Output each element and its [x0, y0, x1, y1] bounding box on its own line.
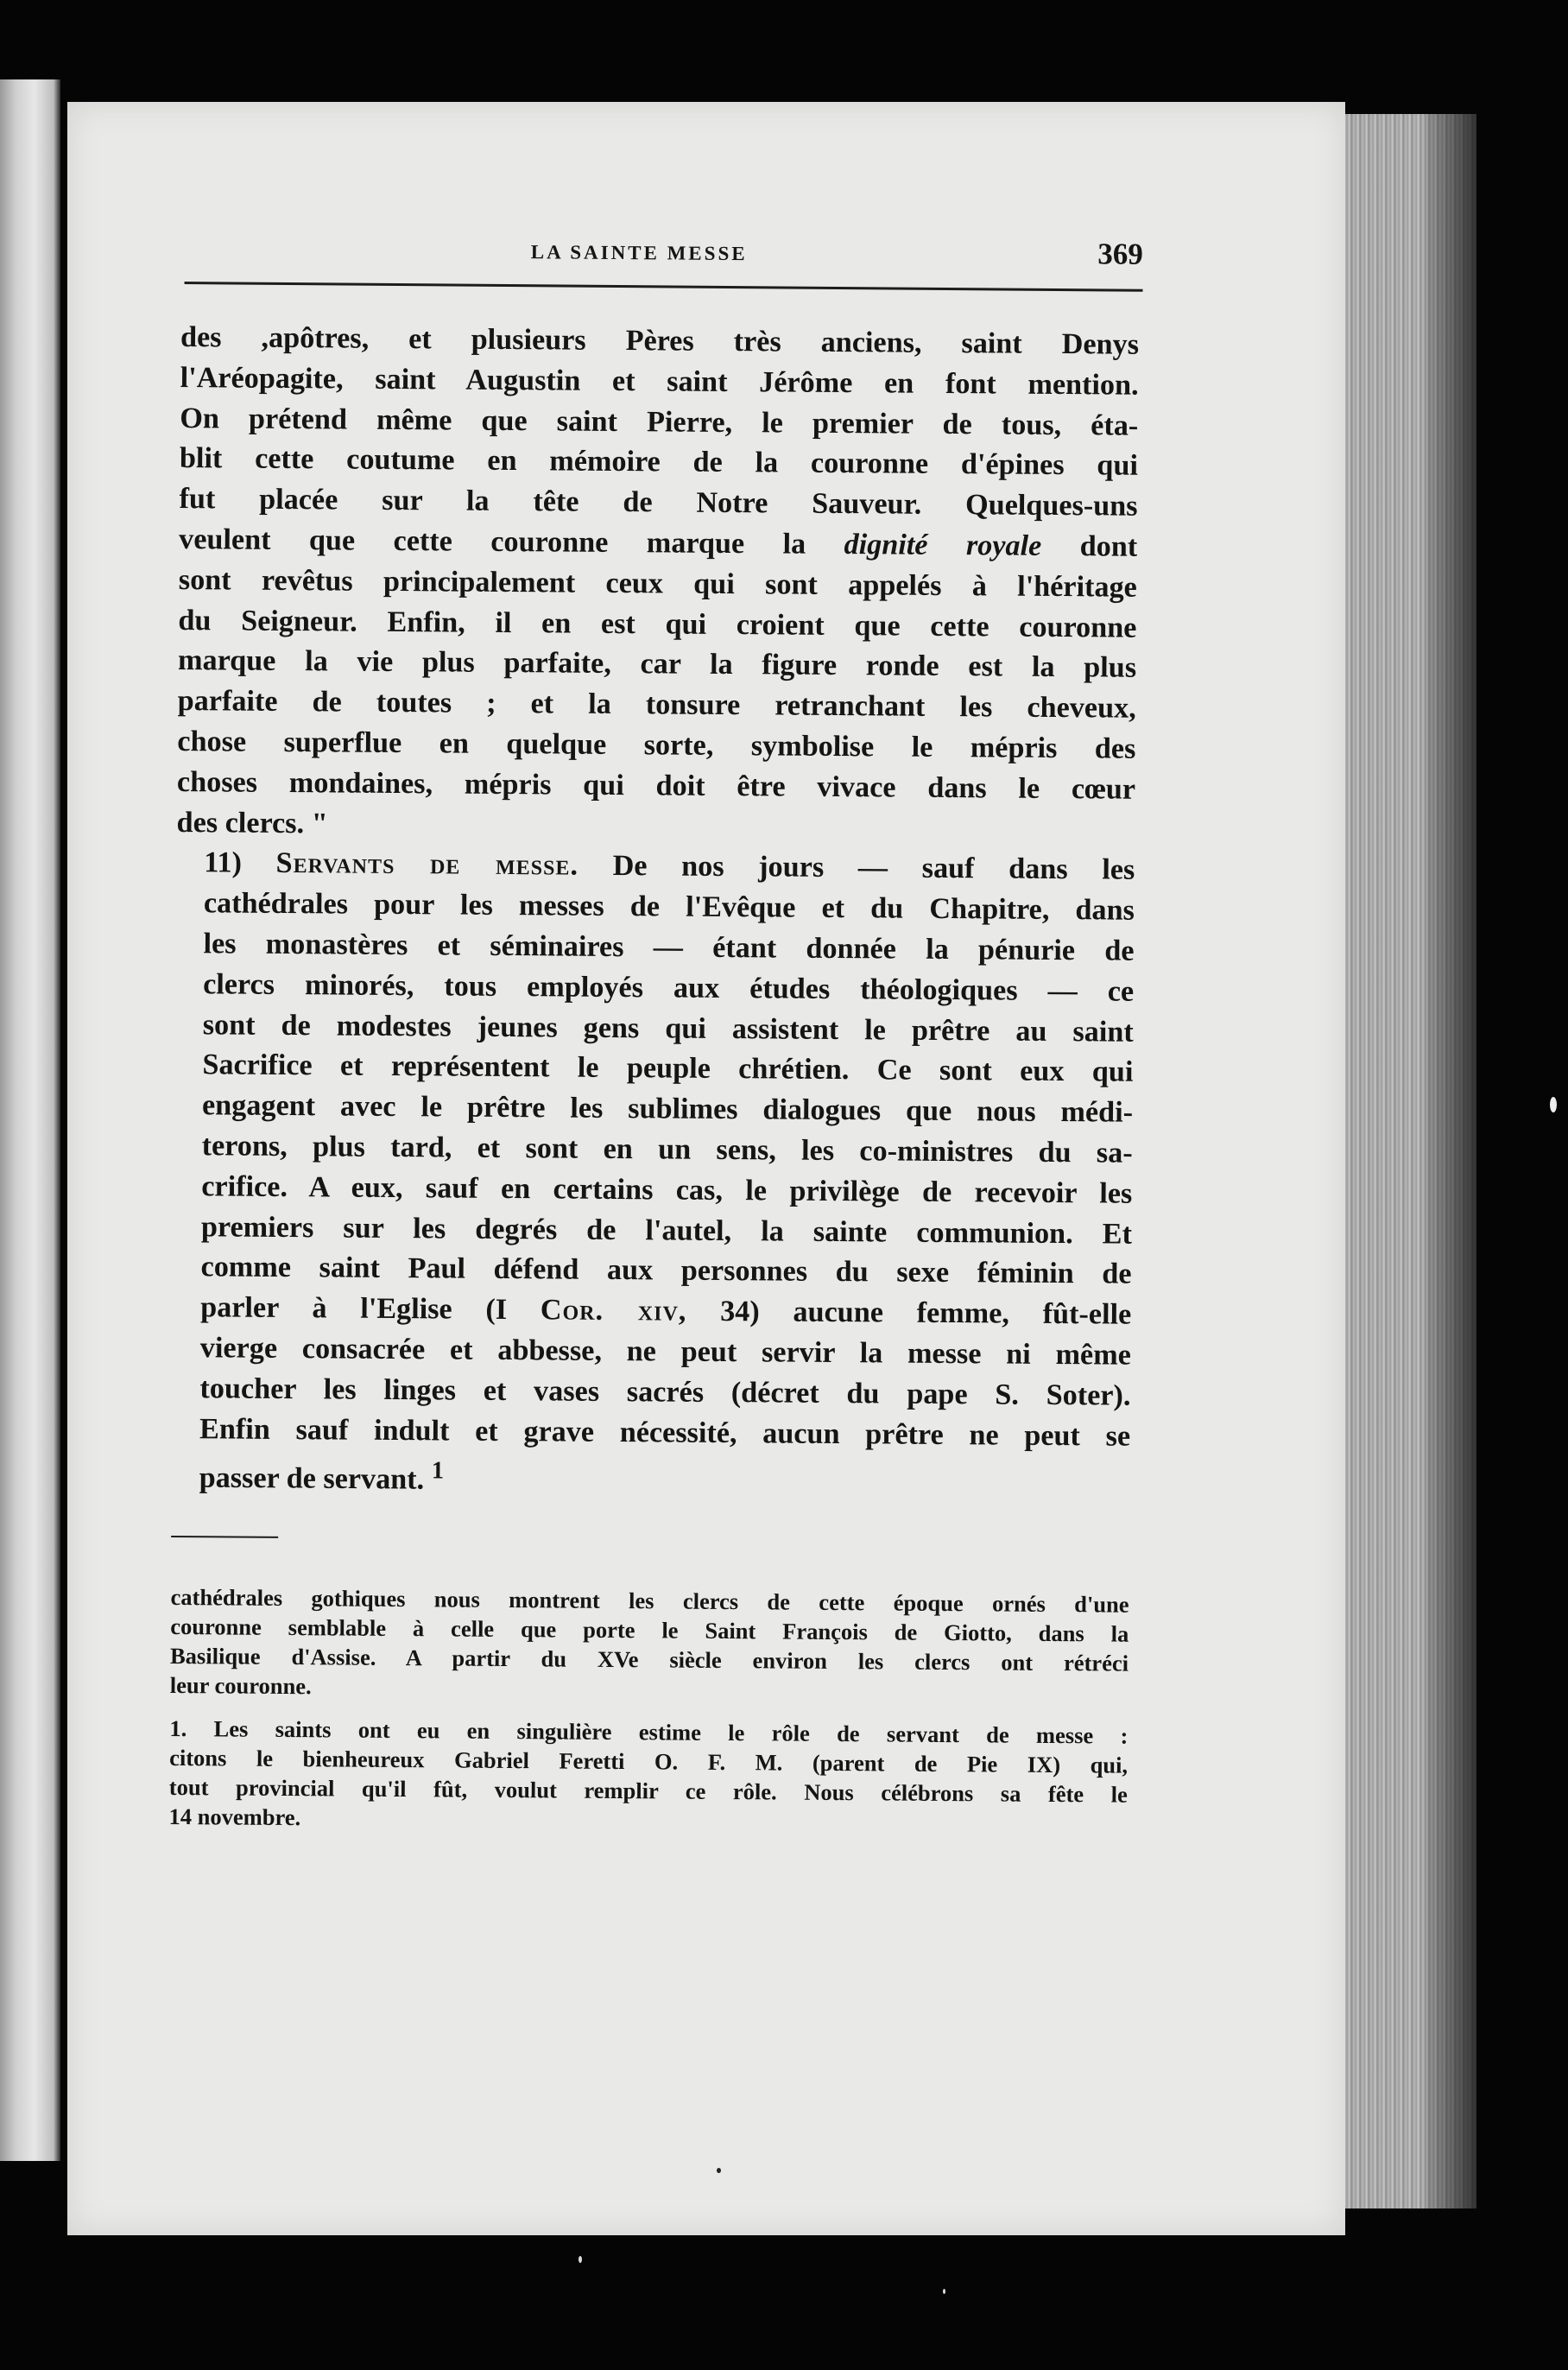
italic-phrase: dignité royale — [844, 529, 1042, 562]
section-number: 11) — [204, 846, 243, 879]
text-line: crifice. A eux, sauf en certains cas, le privilège de recevoir les — [201, 1169, 1133, 1210]
text-line: engagent avec le prêtre les sublimes dialogues que nous médi- — [201, 1089, 1134, 1129]
body-text — [171, 318, 1139, 1506]
text-line: On prétend même que saint Pierre, le premier de tous, éta- — [180, 402, 1139, 442]
footnote-line: Basilique d'Assise. A partir du XVe siècle environ les clercs ont rétréci — [169, 1642, 1129, 1676]
text-line: terons, plus tard, et sont en un sens, les co-ministres du sa- — [201, 1130, 1133, 1169]
text-line-part: passer de servant. — [199, 1461, 425, 1496]
footnote-line: cathédrales gothiques nous montrent les clercs de cette époque ornés d'une — [170, 1583, 1129, 1618]
footnote-marker: 1 — [431, 1457, 445, 1485]
scripture-reference: Cor. xiv, — [540, 1294, 687, 1328]
section-first-line: De nos jours — sauf dans les — [612, 850, 1135, 887]
text-line: toucher les linges et vases sacrés (décret du pape S. Soter). — [199, 1372, 1131, 1412]
scan-speck — [1550, 1097, 1557, 1112]
scan-speck — [717, 2168, 721, 2173]
footnote-line: leur couronne. — [169, 1671, 312, 1699]
text-line: vierge consacrée et abbesse, ne peut servir la messe ni même — [199, 1332, 1131, 1372]
footnote-1 — [168, 1713, 1128, 1838]
scan-speck — [579, 2256, 582, 2263]
text-line: premiers sur les degrés de l'autel, la sainte communion. Et — [200, 1210, 1133, 1251]
section-heading: Servants de messe. — [275, 847, 579, 882]
text-line: sont de modestes jeunes gens qui assistent le prêtre au saint — [202, 1008, 1134, 1049]
text-line: Sacrifice et représentent le peuple chrétien. Ce sont eux qui — [202, 1049, 1134, 1089]
scan-speck — [943, 2289, 945, 2294]
text-line: des ,apôtres, et plusieurs Pères très anciens, saint Denys — [180, 320, 1140, 361]
text-line: l'Aréopagite, saint Augustin et saint Jérôme en font mention. — [180, 361, 1139, 402]
text-line: chose superflue en quelque sorte, symbolise le mépris des — [177, 725, 1136, 765]
text-line: des clercs. " — [176, 806, 328, 840]
footnote-line: tout provincial qu'il fût, voulut remplir ce rôle. Nous célébrons sa fête le — [168, 1773, 1128, 1808]
paragraph-servants — [171, 843, 1135, 1506]
paragraph-continued — [176, 318, 1139, 851]
header-rule — [185, 282, 1143, 292]
page-stack-shadow — [1425, 114, 1476, 2208]
text-line: Enfin sauf indult et grave nécessité, aucun prêtre ne peut se — [199, 1412, 1131, 1453]
text-line: parfaite de toutes ; et la tonsure retranchant les cheveux, — [177, 685, 1136, 725]
footnote-line: 1. Les saints ont eu en singulière estime le rôle de servant de messe : — [169, 1714, 1129, 1749]
left-page-edge — [0, 79, 60, 2161]
footnotes — [168, 1581, 1129, 1838]
footnote-line: couronne semblable à celle que porte le Saint François de Giotto, dans la — [170, 1613, 1129, 1647]
text-line: fut placée sur la tête de Notre Sauveur. Quelques-uns — [179, 483, 1138, 523]
text-line: les monastères et séminaires — étant donnée la pénurie de — [203, 928, 1135, 967]
text-line — [171, 1449, 1129, 1506]
text-line-part: veulent que cette couronne marque la — [179, 523, 844, 561]
text-line-part: parler à l'Eglise (I — [200, 1291, 508, 1327]
text-line: sont revêtus principalement ceux qui sont appelés à l'héritage — [178, 563, 1137, 604]
text-line-part: 34) aucune femme, fût-elle — [720, 1296, 1132, 1331]
text-line: blit cette coutume en mémoire de la couronne d'épines qui — [179, 442, 1139, 483]
footnote-line: citons le bienheureux Gabriel Feretti O. F. M. (parent de Pie IX) qui, — [169, 1744, 1129, 1778]
text-line: marque la vie plus parfaite, car la figure ronde est la plus — [177, 644, 1137, 685]
page-content — [168, 233, 1143, 1838]
footnote-line: 14 novembre. — [168, 1803, 301, 1830]
text-line: choses mondaines, mépris qui doit être vivace dans le cœur — [176, 765, 1136, 806]
text-line: clercs minorés, tous employés aux études théologiques — ce — [203, 967, 1135, 1008]
footnote-continued — [170, 1581, 1129, 1707]
text-line-part: dont — [1041, 529, 1138, 563]
text-line: comme saint Paul défend aux personnes du sexe féminin de — [200, 1251, 1132, 1291]
text-line: cathédrales pour les messes de l'Evêque et du Chapitre, dans — [203, 887, 1135, 927]
page-number: 369 — [1097, 237, 1143, 271]
running-header — [180, 233, 1143, 301]
running-title: LA SAINTE MESSE — [530, 241, 748, 265]
text-line — [179, 520, 1137, 568]
footnote-rule — [171, 1535, 278, 1537]
text-line: du Seigneur. Enfin, il en est qui croient que cette couronne — [178, 604, 1137, 644]
